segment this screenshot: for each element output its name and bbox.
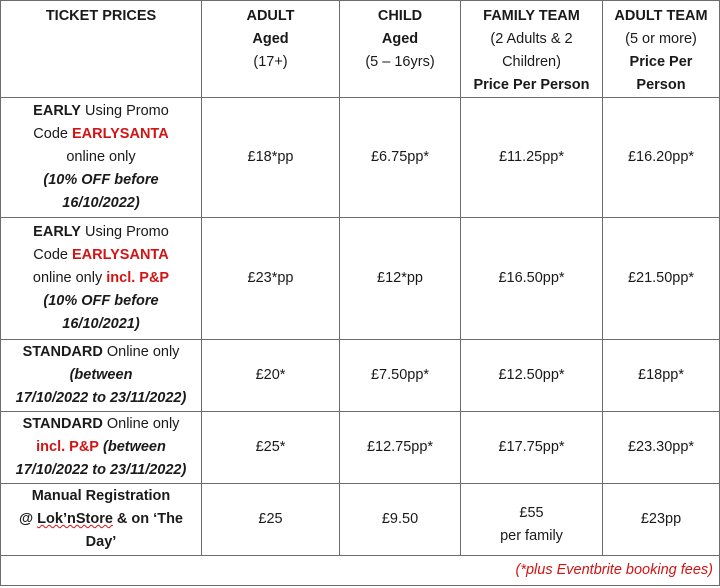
price-cell: £23*pp <box>202 218 340 340</box>
price-cell: £20* <box>202 340 340 412</box>
table-row <box>1 98 720 218</box>
row-label-standard: STANDARD Online only (between 17/10/2022 to 23/11/2022) <box>1 340 202 412</box>
row-label-early: EARLY Using Promo Code EARLYSANTA online only (10% OFF before 16/10/2022) <box>1 98 202 218</box>
table-row <box>1 484 720 556</box>
table-row <box>1 412 720 484</box>
price-cell: £12*pp <box>340 218 461 340</box>
row-label-manual: Manual Registration @ Lok’nStore & on ‘The Day’ <box>1 484 202 556</box>
price-cell: £18*pp <box>202 98 340 218</box>
row-label-standard-pp: STANDARD Online only incl. P&P (between 17/10/2022 to 23/11/2022) <box>1 412 202 484</box>
price-cell: £7.50pp* <box>340 340 461 412</box>
footnote-row <box>1 556 720 586</box>
promo-code: EARLYSANTA <box>72 247 169 263</box>
price-cell: £55 per family <box>461 484 603 556</box>
price-cell: £9.50 <box>340 484 461 556</box>
price-cell: £25 <box>202 484 340 556</box>
price-cell: £23pp <box>603 484 720 556</box>
header-adult: ADULT Aged (17+) <box>202 1 340 98</box>
header-family-team: FAMILY TEAM (2 Adults & 2 Children) Price Per Person <box>461 1 603 98</box>
price-cell: £6.75pp* <box>340 98 461 218</box>
price-cell: £21.50pp* <box>603 218 720 340</box>
price-cell: £16.50pp* <box>461 218 603 340</box>
price-cell: £23.30pp* <box>603 412 720 484</box>
footnote: (*plus Eventbrite booking fees) <box>1 556 720 586</box>
table-row <box>1 218 720 340</box>
table-row <box>1 340 720 412</box>
header-row <box>1 1 720 98</box>
price-cell: £16.20pp* <box>603 98 720 218</box>
price-cell: £12.50pp* <box>461 340 603 412</box>
header-child: CHILD Aged (5 – 16yrs) <box>340 1 461 98</box>
row-label-early-pp: EARLY Using Promo Code EARLYSANTA online only incl. P&P (10% OFF before 16/10/2021) <box>1 218 202 340</box>
price-cell: £11.25pp* <box>461 98 603 218</box>
promo-code: EARLYSANTA <box>72 126 169 142</box>
price-cell: £25* <box>202 412 340 484</box>
price-cell: £12.75pp* <box>340 412 461 484</box>
price-cell: £17.75pp* <box>461 412 603 484</box>
header-adult-team: ADULT TEAM (5 or more) Price Per Person <box>603 1 720 98</box>
header-ticket-prices: TICKET PRICES <box>1 1 202 98</box>
price-cell: £18pp* <box>603 340 720 412</box>
